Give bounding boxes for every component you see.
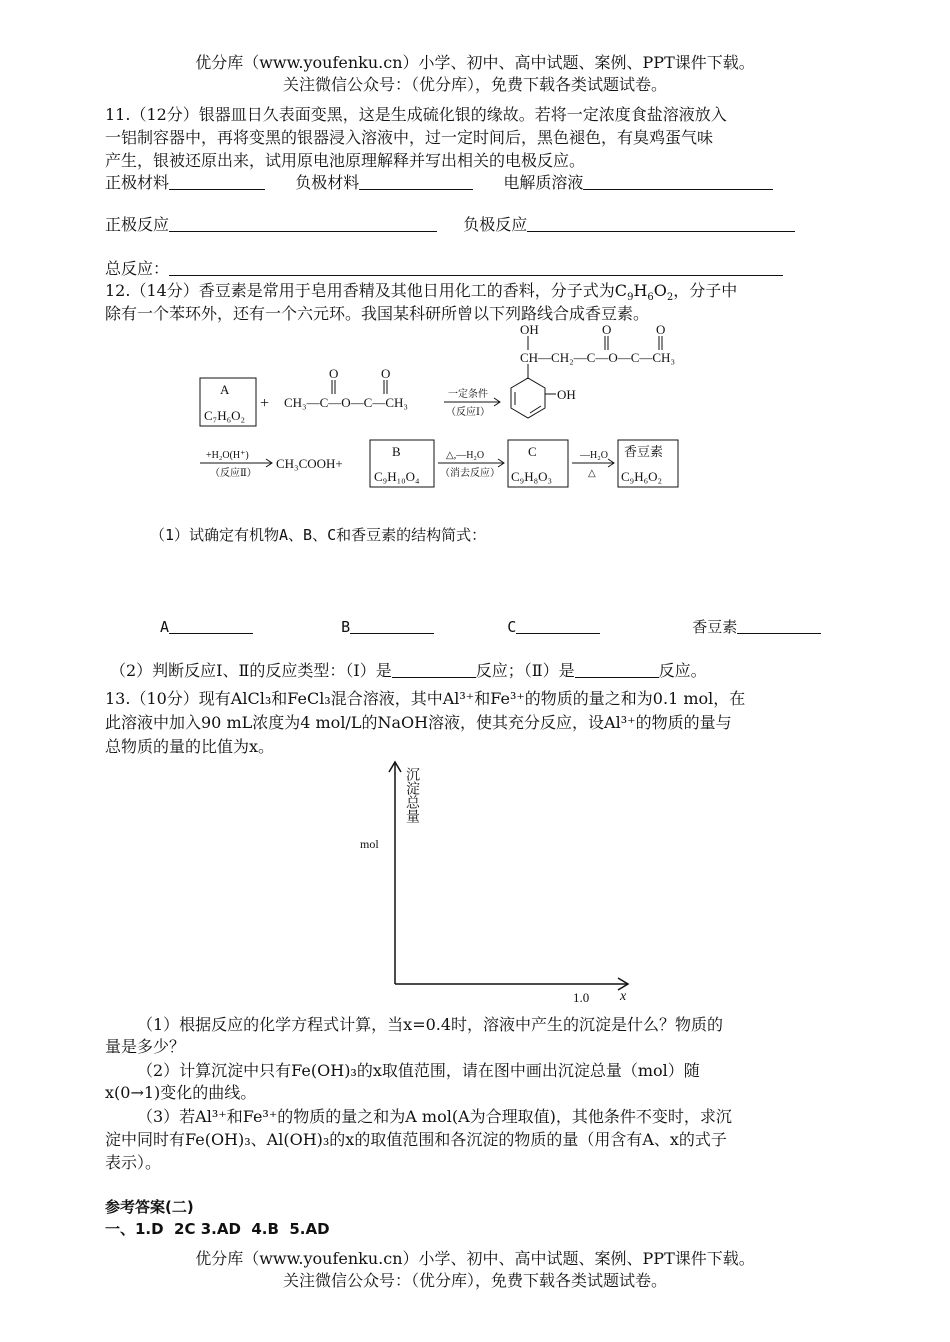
electrolyte-label: 电解质溶液 xyxy=(503,173,584,192)
carbonyl-O-1: O xyxy=(329,366,339,381)
total-reaction-label: 总反应： xyxy=(105,259,170,278)
product-chain: CH—CH₂—C—O—C—CH₃ xyxy=(520,350,675,365)
condition-1-top: 一定条件 xyxy=(448,389,488,400)
condition-4-bottom: △ xyxy=(588,468,596,479)
header-line-1: 优分库（www.youfenku.cn）小学、初中、高中试题、案例、PPT课件下载。 xyxy=(195,53,755,72)
B-formula: C₉H₁₀O₄ xyxy=(374,469,420,484)
q13-s1a: （1）根据反应的化学方程式计算，当x=0.4时，溶液中产生的沉淀是什么？物质的 xyxy=(137,1015,724,1034)
q11-text-3: 产生，银被还原出来，试用原电池原理解释并写出相关的电极反应。 xyxy=(105,151,586,170)
OH-ring: OH xyxy=(557,387,576,402)
q13-s3c: 表示）。 xyxy=(105,1153,162,1172)
coumarin-formula: C₉H₆O₂ xyxy=(621,469,663,484)
OH-top: OH xyxy=(520,322,539,337)
A-label: A xyxy=(220,382,230,397)
q12-sub1: （1）试确定有机物A、B、C和香豆素的结构简式： xyxy=(150,526,487,544)
q13-s2a: （2）计算沉淀中只有Fe(OH)₃的x取值范围，请在图中画出沉淀总量（mol）随 xyxy=(137,1061,700,1080)
A-formula: C₇H₆O₂ xyxy=(204,408,246,423)
condition-3-top: △,—H₂O xyxy=(446,450,485,461)
q11-text-2: 一铝制容器中，再将变黑的银器浸入溶液中，过一定时间后，黑色褪色，有臭鸡蛋气味 xyxy=(105,128,714,147)
q12-sub2-part-b: 反应；（Ⅱ）是 xyxy=(475,661,575,680)
condition-1-bottom: （反应Ⅰ） xyxy=(446,407,490,418)
q12-text-2: 除有一个苯环外，还有一个六元环。我国某科研所曾以下列路线合成香豆素。 xyxy=(105,304,650,323)
condition-3-bottom: （消去反应） xyxy=(440,468,500,479)
q12-sub2-part-c: 反应。 xyxy=(658,661,707,680)
q12-text-1a: 12.（14分）香豆素是常用于皂用香精及其他日用化工的香料，分子式为C xyxy=(105,281,628,300)
answers-line: 一、1.D 2C 3.AD 4.B 5.AD xyxy=(105,1220,330,1238)
anhydride-formula: CH₃—C—O—C—CH₃ xyxy=(284,395,408,410)
q13-text-2: 此溶液中加入90 mL浓度为4 mol/L的NaOH溶液，使其充分反应，设Al³⁺的物质的量与 xyxy=(105,713,732,732)
q12-sub-2: 2 xyxy=(666,292,674,304)
q11-text-1: 11.（12分）银器皿日久表面变黑，这是生成硫化银的缘故。若将一定浓度食盐溶液放入 xyxy=(105,105,727,124)
condition-2-bottom: （反应Ⅱ） xyxy=(210,468,257,479)
q12-sub-9: 9 xyxy=(627,292,634,304)
q13-s3a: （3）若Al³⁺和Fe³⁺的物质的量之和为A mol(A为合理取值)，其他条件不变时，求沉 xyxy=(137,1107,732,1126)
q12-sub2-part-a: （2）判断反应Ⅰ、Ⅱ的反应类型：（Ⅰ）是 xyxy=(110,661,392,680)
footer-line-2: 关注微信公众号：（优分库），免费下载各类试题试卷。 xyxy=(282,1271,667,1290)
answer-C-label: C xyxy=(507,618,517,636)
answer-coumarin-label: 香豆素 xyxy=(692,618,738,636)
neg-reaction-label: 负极反应 xyxy=(463,215,528,234)
x-axis-label: x xyxy=(620,989,627,1004)
plus-sign: + xyxy=(260,395,270,412)
q13-text-1: 13.（10分）现有AlCl₃和FeCl₃混合溶液，其中Al³⁺和Fe³⁺的物质的量之和为0.1 mol，在 xyxy=(105,689,746,708)
q12-sub-6: 6 xyxy=(647,292,654,304)
q13-s2b: x(0→1)变化的曲线。 xyxy=(105,1083,257,1102)
B-label: B xyxy=(392,444,401,459)
answer-A-label: A xyxy=(160,618,170,636)
pos-material-label: 正极材料 xyxy=(105,173,170,192)
carbonyl-O-4: O xyxy=(656,322,666,337)
q13-text-3: 总物质的量的比值为x。 xyxy=(105,737,275,756)
coumarin-label: 香豆素 xyxy=(624,444,664,459)
q12-text-1b: H xyxy=(633,281,648,300)
C-label: C xyxy=(528,444,537,459)
q13-s3b: 淀中同时有Fe(OH)₃、Al(OH)₃的x的取值范围和各沉淀的物质的量（用含有A、x的式子 xyxy=(105,1130,727,1149)
q12-text-1c: O xyxy=(653,281,667,300)
pos-reaction-label: 正极反应 xyxy=(105,215,170,234)
C-formula: C₉H₈O₃ xyxy=(511,469,553,484)
q12-text-1d: ，分子中 xyxy=(673,281,738,300)
acetic-acid: CH₃COOH+ xyxy=(276,456,343,471)
ylabel-char-1 xyxy=(363,767,420,823)
header-line-2: 关注微信公众号：（优分库），免费下载各类试题试卷。 xyxy=(282,75,667,94)
carbonyl-O-2: O xyxy=(381,366,391,381)
answers-title: 参考答案(二) xyxy=(105,1198,194,1216)
carbonyl-O-3: O xyxy=(602,322,612,337)
ylabel-text: 沉淀总量 xyxy=(363,767,419,782)
condition-2-top: +H₂O(H⁺) xyxy=(206,450,249,461)
answer-B-label: B xyxy=(341,618,351,636)
q13-s1b: 量是多少？ xyxy=(105,1037,186,1056)
y-unit: mol xyxy=(360,837,379,851)
footer-line-1: 优分库（www.youfenku.cn）小学、初中、高中试题、案例、PPT课件下载。 xyxy=(195,1249,755,1268)
condition-4-top: —H₂O xyxy=(580,450,608,461)
x-tick-1: 1.0 xyxy=(573,990,590,1005)
neg-material-label: 负极材料 xyxy=(295,173,360,192)
